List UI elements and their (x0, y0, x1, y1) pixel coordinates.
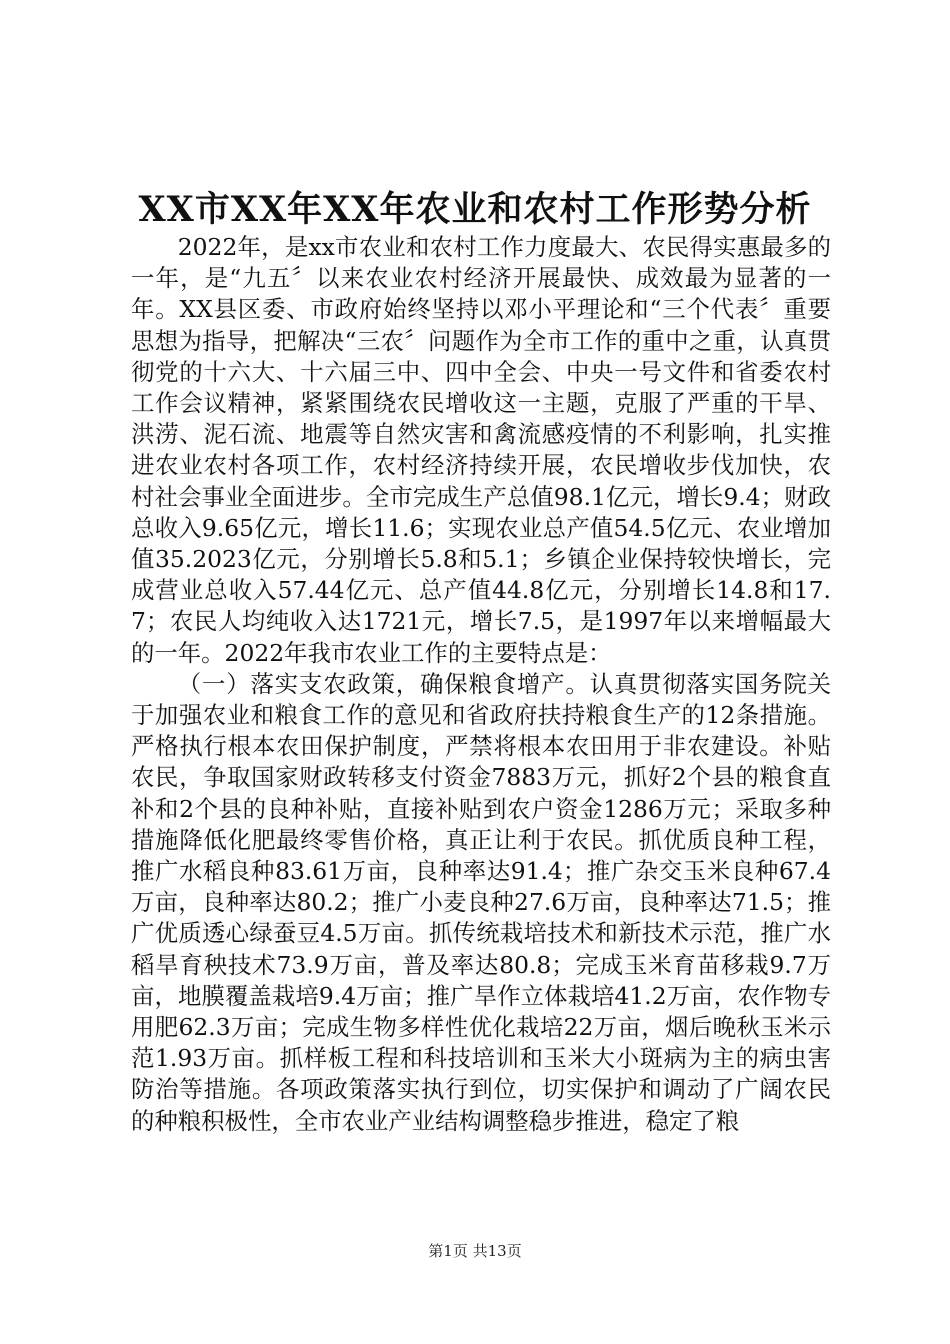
document-title: XX市XX年XX年农业和农村工作形势分析 (138, 189, 812, 230)
page-footer: 第1页 共13页 (428, 1242, 522, 1260)
paragraph-section-1: （一）落实支农政策，确保粮食增产。认真贯彻落实国务院关于加强农业和粮食工作的意见和省政府扶持粮食生产的12条措施。严格执行根本农田保护制度，严禁将根本农田用于非农建设。补贴农民，争取国家财政转移支付资金7883万元，抓好2个县的粮食直补和2个县的良种补贴，直接补贴到农户资金1286万元；采取多种措施降低化肥最终零售价格，真正让利于农民。抓优质良种工程，推广水稻良种83.61万亩，良种率达91.4；推广杂交玉米良种67.4万亩，良种率达80.2；推广小麦良种27.6万亩，良种率达71.5；推广优质透心绿蚕豆4.5万亩。抓传统栽培技术和新技术示范，推广水稻旱育秧技术73.9万亩，普及率达80.8；完成玉米育苗移栽9.7万亩，地膜覆盖栽培9.4万亩；推广旱作立体栽培41.2万亩，农作物专用肥62.3万亩；完成生物多样性优化栽培22万亩，烟后晚秋玉米示范1.93万亩。抓样板工程和科技培训和玉米大小斑病为主的病虫害防治等措施。各项政策落实执行到位，切实保护和调动了广阔农民的种粮积极性，全市农业产业结构调整稳步推进，稳定了粮 (131, 669, 831, 1135)
document-body (131, 232, 831, 1137)
paragraph-intro: 2022年，是xx市农业和农村工作力度最大、农民得实惠最多的一年，是“九五〞以来农业农村经济开展最快、成效最为显著的一年。XX县区委、市政府始终坚持以邓小平理论和“三个代表〞重要思想为指导，把解决“三农〞问题作为全市工作的重中之重，认真贯彻党的十六大、十六届三中、四中全会、中央一号文件和省委农村工作会议精神，紧紧围绕农民增收这一主题，克服了严重的干旱、洪涝、泥石流、地震等自然灾害和禽流感疫情的不利影响，扎实推进农业农村各项工作，农村经济持续开展，农民增收步伐加快，农村社会事业全面进步。全市完成生产总值98.1亿元，增长9.4；财政总收入9.65亿元，增长11.6；实现农业总产值54.5亿元、农业增加值35.2023亿元，分别增长5.8和5.1；乡镇企业保持较快增长，完成营业总收入57.44亿元、总产值44.8亿元，分别增长14.8和17.7；农民人均纯收入达1721元，增长7.5，是1997年以来增幅最大的一年。2022年我市农业工作的主要特点是： (131, 233, 831, 667)
